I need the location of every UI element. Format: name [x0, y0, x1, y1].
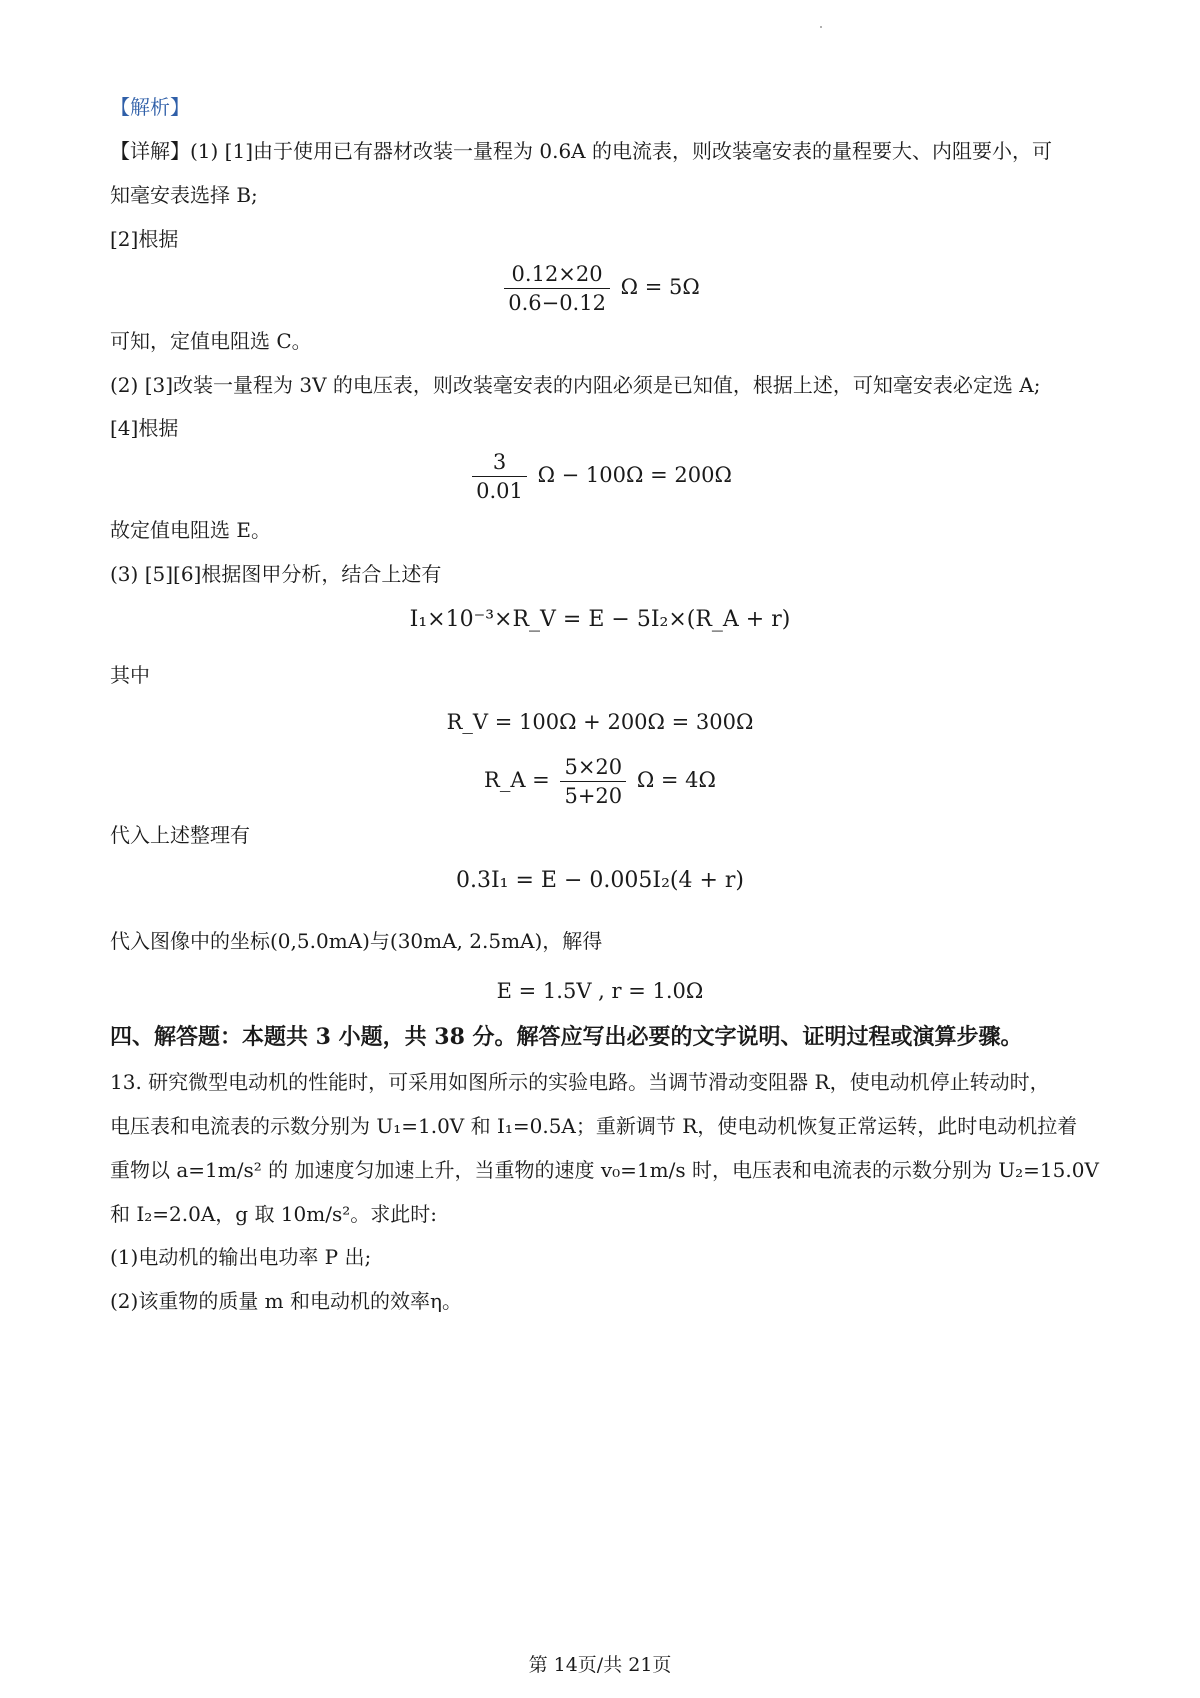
question-13-line-4: 和 I₂=2.0A，g 取 10m/s²。求此时:	[110, 1202, 437, 1226]
section-title: 四、解答题：本题共 3 小题，共 38 分。解答应写出必要的文字说明、证明过程或演算步骤。	[110, 1024, 1023, 1050]
page-footer: 第 14页/共 21页	[528, 1654, 672, 1676]
eq1-numerator: 0.12×20	[504, 262, 610, 289]
paragraph-conclusion-e: 故定值电阻选 E。	[110, 518, 271, 542]
eq1-denominator: 0.6−0.12	[508, 291, 606, 315]
eq5-rhs: Ω = 4Ω	[636, 768, 716, 792]
question-13-subquestion-2: (2)该重物的质量 m 和电动机的效率η。	[110, 1289, 462, 1313]
eq1-rhs: Ω = 5Ω	[620, 275, 700, 299]
equation-1	[0, 262, 1200, 315]
eq2-numerator: 3	[472, 450, 527, 477]
equation-4: R_V = 100Ω + 200Ω = 300Ω	[446, 710, 754, 734]
eq5-numerator: 5×20	[560, 755, 626, 782]
equation-5	[0, 755, 1200, 808]
question-13-line-3: 重物以 a=1m/s² 的 加速度匀加速上升，当重物的速度 v₀=1m/s 时，电压表和电流表的示数分别为 U₂=15.0V	[110, 1158, 1099, 1182]
eq2-rhs: Ω − 100Ω = 200Ω	[537, 463, 732, 487]
question-13-subquestion-1: (1)电动机的输出电功率 P 出;	[110, 1245, 372, 1269]
paragraph-detail-1a: 【详解】(1) [1]由于使用已有器材改装一量程为 0.6A 的电流表，则改装毫安表的量程要大、内阻要小，可	[110, 139, 1052, 163]
equation-7: E = 1.5V , r = 1.0Ω	[496, 979, 704, 1003]
equation-2	[0, 450, 1200, 503]
paragraph-part-2: (2) [3]改装一量程为 3V 的电压表，则改装毫安表的内阻必须是已知值，根据上述，可知毫安表必定选 A;	[110, 373, 1041, 397]
paragraph-detail-1b: 知毫安表选择 B;	[110, 183, 258, 207]
paragraph-substitute: 代入上述整理有	[110, 823, 250, 847]
question-13-line-1: 13. 研究微型电动机的性能时，可采用如图所示的实验电路。当调节滑动变阻器 R，使电动机停止转动时，	[110, 1070, 1050, 1094]
equation-3: I₁×10⁻³×R_V = E − 5I₂×(R_A + r)	[409, 607, 791, 632]
eq2-fraction	[472, 450, 527, 503]
paragraph-part-3: (3) [5][6]根据图甲分析，结合上述有	[110, 562, 442, 586]
question-13-line-2: 电压表和电流表的示数分别为 U₁=1.0V 和 I₁=0.5A；重新调节 R，使电动机恢复正常运转，此时电动机拉着	[110, 1114, 1078, 1138]
analysis-label: 【解析】	[110, 95, 190, 119]
equation-6: 0.3I₁ = E − 0.005I₂(4 + r)	[456, 868, 744, 893]
paragraph-conclusion-c: 可知，定值电阻选 C。	[110, 329, 312, 353]
eq5-fraction	[560, 755, 626, 808]
paragraph-step-4: [4]根据	[110, 416, 179, 440]
eq2-denominator: 0.01	[476, 479, 523, 503]
corner-mark	[820, 26, 822, 28]
paragraph-coordinates: 代入图像中的坐标(0,5.0mA)与(30mA, 2.5mA)，解得	[110, 929, 603, 953]
eq5-lhs: R_A =	[484, 768, 550, 792]
eq1-fraction	[504, 262, 610, 315]
paragraph-where: 其中	[110, 663, 150, 687]
paragraph-step-2: [2]根据	[110, 227, 179, 251]
eq5-denominator: 5+20	[564, 784, 623, 808]
